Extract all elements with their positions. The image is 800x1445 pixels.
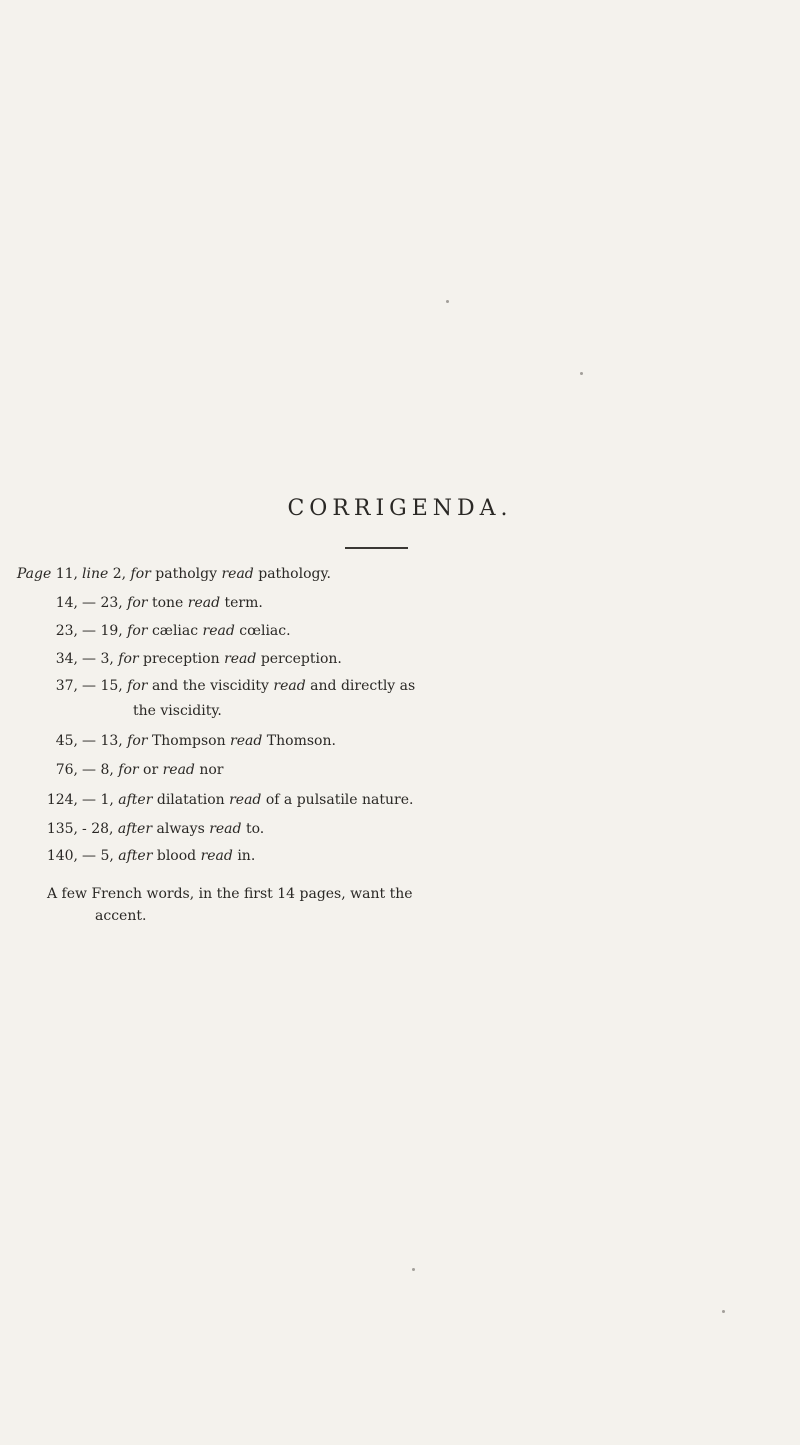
page-ref: 14,: [55, 595, 78, 611]
line-ref: — 3, for preception read perception.: [82, 651, 342, 667]
page-ref: 135,: [46, 821, 78, 837]
page-ref: 124,: [46, 792, 78, 808]
list-item: [0, 620, 800, 642]
accent-note: [47, 883, 767, 927]
line-ref: — 19, for cæliac read cœliac.: [82, 623, 291, 639]
paper-speck: [446, 300, 449, 303]
line-ref: line 2, for patholgy read pathology.: [82, 566, 331, 582]
line-ref: — 5, after blood read in.: [82, 848, 256, 864]
list-item: [0, 845, 800, 867]
paper-speck: [412, 1268, 415, 1271]
line-ref: — 15, for and the viscidity read and directly as: [82, 678, 416, 694]
paper-speck: [580, 372, 583, 375]
list-item: [0, 818, 800, 840]
page-title: CORRIGENDA.: [287, 496, 513, 521]
page-ref: Page 11,: [16, 566, 78, 582]
list-item: [0, 730, 800, 752]
paper-speck: [722, 1310, 725, 1313]
note-line-1: A few French words, in the first 14 pages, want the: [47, 886, 413, 902]
line-ref: — 13, for Thompson read Thomson.: [82, 733, 336, 749]
line-ref: — 8, for or read nor: [82, 762, 224, 778]
line-ref: — 23, for tone read term.: [82, 595, 263, 611]
page-ref: 37,: [55, 678, 78, 694]
line-ref: — 1, after dilatation read of a pulsatile nature.: [82, 792, 414, 808]
line-ref: - 28, after always read to.: [82, 821, 265, 837]
page-ref: 140,: [46, 848, 78, 864]
list-item: [0, 700, 800, 722]
page-ref: 76,: [55, 762, 78, 778]
list-item: [0, 789, 800, 811]
page-ref: 34,: [55, 651, 78, 667]
page-ref: 23,: [55, 623, 78, 639]
note-line-2: accent.: [95, 908, 147, 924]
list-item: [0, 759, 800, 781]
list-item: [0, 563, 800, 585]
list-item: [0, 592, 800, 614]
list-item: [0, 675, 800, 697]
page-ref: 45,: [55, 733, 78, 749]
list-item: [0, 648, 800, 670]
line-continuation: the viscidity.: [133, 703, 222, 719]
